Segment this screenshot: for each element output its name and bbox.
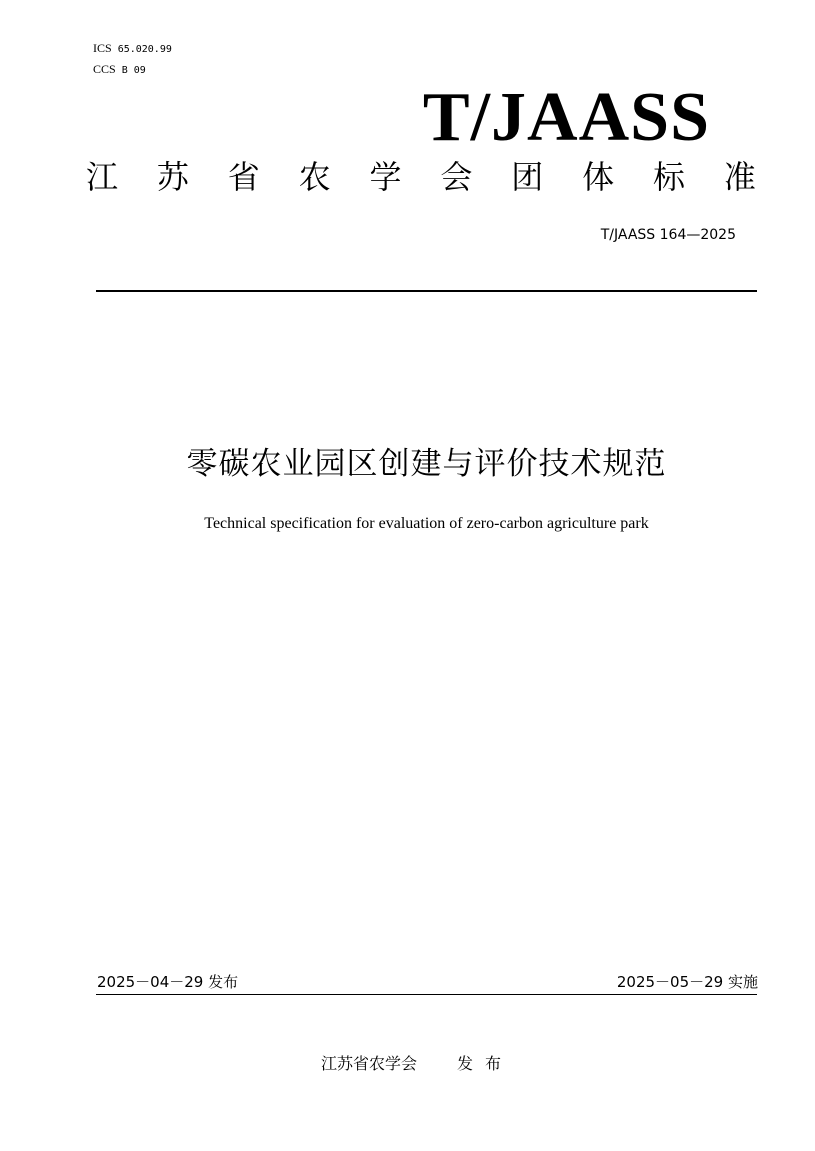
- category-char: 体: [582, 158, 615, 196]
- category-char: 农: [298, 158, 331, 196]
- ccs-label: CCS: [93, 62, 116, 76]
- header-divider: [96, 290, 757, 292]
- category-char: 江: [86, 158, 119, 196]
- ics-label: ICS: [93, 41, 112, 55]
- standard-number: T/JAASS 164—2025: [600, 227, 736, 243]
- category-char: 学: [369, 158, 402, 196]
- standard-category: [86, 157, 756, 197]
- standard-mark: T/JAASS: [422, 79, 710, 156]
- publisher-organization: 江苏省农学会: [320, 1054, 417, 1073]
- publisher-line: [0, 1053, 815, 1075]
- publisher-action: 发布: [457, 1054, 514, 1073]
- ics-code: 65.020.99: [117, 44, 172, 55]
- category-char: 标: [653, 158, 686, 196]
- category-char: 省: [227, 158, 260, 196]
- category-char: 准: [723, 158, 756, 196]
- publish-date: 2025－04－29 发布: [97, 973, 239, 991]
- category-char: 团: [511, 158, 544, 196]
- document-title-cn: 零碳农业园区创建与评价技术规范: [186, 446, 667, 482]
- ccs-classification: [93, 62, 146, 78]
- implement-date: 2025－05－29 实施: [616, 973, 758, 991]
- ics-classification: [93, 41, 172, 57]
- footer-divider: [96, 994, 757, 995]
- ccs-code: B 09: [121, 65, 146, 76]
- document-title-en: Technical specification for evaluation of zero-carbon agriculture park: [204, 515, 649, 532]
- category-char: 会: [440, 158, 473, 196]
- category-char: 苏: [156, 158, 189, 196]
